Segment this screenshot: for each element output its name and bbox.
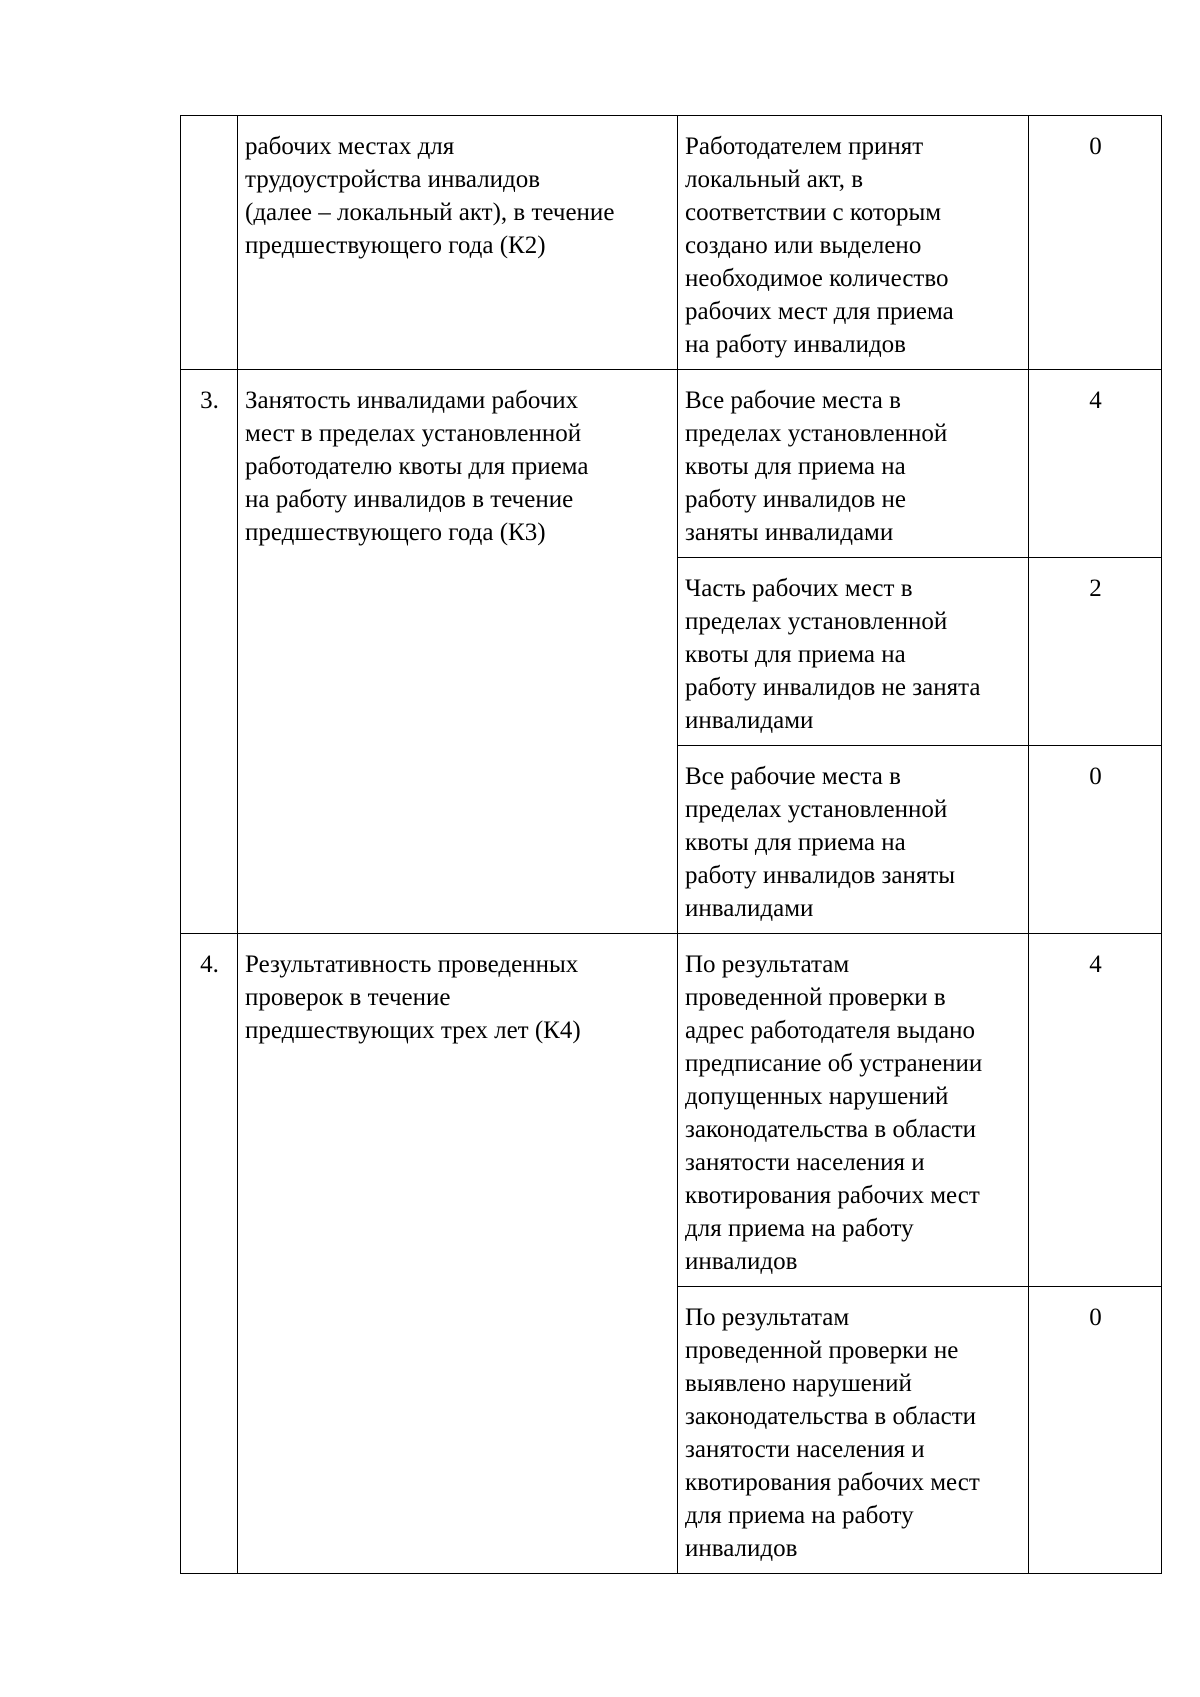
- criteria-table: [180, 115, 1162, 1574]
- condition-text-line: занятости населения и: [685, 1436, 925, 1463]
- condition-cell: [678, 934, 1029, 1287]
- condition-text-line: соответствии с которым: [685, 199, 942, 226]
- score-cell: 0: [1029, 746, 1162, 934]
- criterion-cell: [238, 370, 678, 934]
- condition-text-line: работу инвалидов не занята: [685, 674, 981, 701]
- criterion-text-line: предшествующего года (К3): [245, 519, 546, 546]
- condition-text-line: для приема на работу: [685, 1502, 914, 1529]
- row-number-cell: 4.: [181, 934, 238, 1574]
- condition-cell: [678, 116, 1029, 370]
- condition-text-line: работу инвалидов не: [685, 486, 906, 513]
- criterion-text-line: Занятость инвалидами рабочих: [245, 387, 579, 414]
- criterion-text-line: предшествующего года (К2): [245, 232, 546, 259]
- criterion-text-line: проверок в течение: [245, 984, 451, 1011]
- criterion-cell: [238, 934, 678, 1574]
- condition-text-line: инвалидами: [685, 895, 814, 922]
- condition-text-line: адрес работодателя выдано: [685, 1017, 975, 1044]
- row-number-cell: 3.: [181, 370, 238, 934]
- condition-text-line: законодательства в области: [685, 1116, 977, 1143]
- criterion-text-line: Результативность проведенных: [245, 951, 579, 978]
- condition-text-line: квотирования рабочих мест: [685, 1182, 980, 1209]
- condition-cell: [678, 370, 1029, 558]
- condition-text-line: пределах установленной: [685, 608, 948, 635]
- condition-text-line: допущенных нарушений: [685, 1083, 949, 1110]
- score-cell: 0: [1029, 1287, 1162, 1574]
- condition-text-line: создано или выделено: [685, 232, 922, 259]
- condition-text-line: квотирования рабочих мест: [685, 1469, 980, 1496]
- condition-text-line: По результатам: [685, 1304, 850, 1331]
- condition-text-line: необходимое количество: [685, 265, 949, 292]
- criterion-text-line: предшествующих трех лет (К4): [245, 1017, 581, 1044]
- condition-text-line: пределах установленной: [685, 420, 948, 447]
- score-cell: 4: [1029, 934, 1162, 1287]
- condition-text-line: предписание об устранении: [685, 1050, 983, 1077]
- condition-text-line: квоты для приема на: [685, 829, 906, 856]
- score-cell: 0: [1029, 116, 1162, 370]
- condition-text-line: Все рабочие места в: [685, 387, 901, 414]
- criterion-text-line: на работу инвалидов в течение: [245, 486, 574, 513]
- condition-text-line: работу инвалидов заняты: [685, 862, 956, 889]
- condition-cell: [678, 1287, 1029, 1574]
- criteria-table-body: [181, 116, 1162, 1574]
- condition-text-line: занятости населения и: [685, 1149, 925, 1176]
- condition-text-line: Работодателем принят: [685, 133, 924, 160]
- score-cell: 4: [1029, 370, 1162, 558]
- condition-text-line: локальный акт, в: [685, 166, 864, 193]
- condition-text-line: инвалидов: [685, 1535, 798, 1562]
- table-row: [181, 934, 1162, 1287]
- condition-text-line: пределах установленной: [685, 796, 948, 823]
- condition-text-line: инвалидов: [685, 1248, 798, 1275]
- table-row: [181, 116, 1162, 370]
- criterion-text-line: рабочих местах для: [245, 133, 455, 160]
- condition-text-line: рабочих мест для приема: [685, 298, 954, 325]
- condition-text-line: выявлено нарушений: [685, 1370, 912, 1397]
- condition-text-line: квоты для приема на: [685, 641, 906, 668]
- condition-text-line: законодательства в области: [685, 1403, 977, 1430]
- condition-text-line: на работу инвалидов: [685, 331, 906, 358]
- condition-text-line: По результатам: [685, 951, 850, 978]
- criterion-cell: [238, 116, 678, 370]
- criterion-text-line: трудоустройства инвалидов: [245, 166, 541, 193]
- condition-cell: [678, 558, 1029, 746]
- condition-text-line: инвалидами: [685, 707, 814, 734]
- condition-text-line: проведенной проверки не: [685, 1337, 959, 1364]
- condition-text-line: Часть рабочих мест в: [685, 575, 913, 602]
- condition-text-line: проведенной проверки в: [685, 984, 946, 1011]
- condition-cell: [678, 746, 1029, 934]
- condition-text-line: для приема на работу: [685, 1215, 914, 1242]
- criterion-text-line: мест в пределах установленной: [245, 420, 582, 447]
- score-cell: 2: [1029, 558, 1162, 746]
- row-number-cell: [181, 116, 238, 370]
- condition-text-line: квоты для приема на: [685, 453, 906, 480]
- condition-text-line: Все рабочие места в: [685, 763, 901, 790]
- table-row: [181, 370, 1162, 558]
- criterion-text-line: (далее – локальный акт), в течение: [245, 199, 615, 226]
- criterion-text-line: работодателю квоты для приема: [245, 453, 589, 480]
- condition-text-line: заняты инвалидами: [685, 519, 894, 546]
